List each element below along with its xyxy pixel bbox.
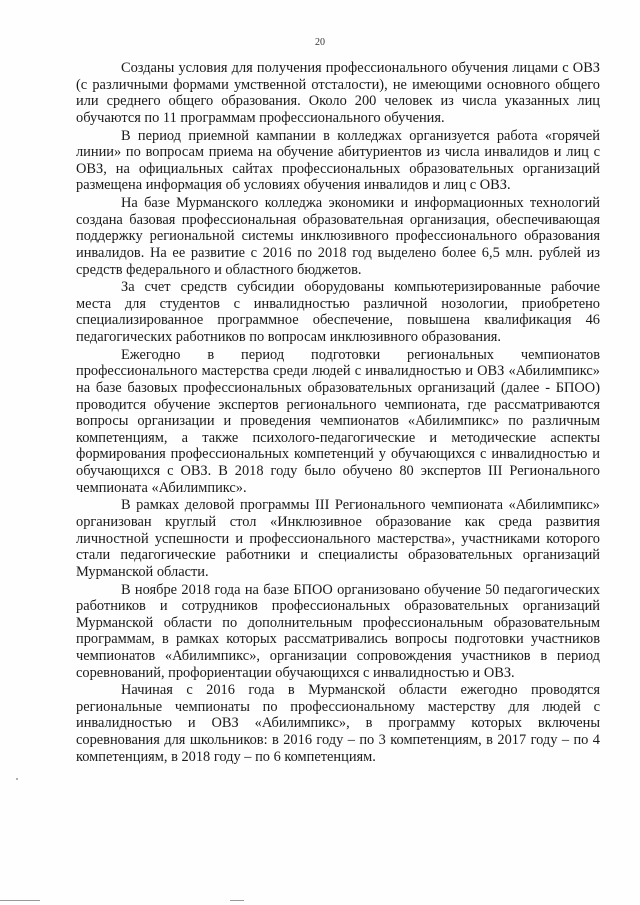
scan-artifact-line — [230, 900, 244, 901]
paragraph-subsidy-equipment: За счет средств субсидии оборудованы компьютеризированные рабочие места для студентов с инвалидностью различной нозологии, приобретено специализированное программное обеспечение, повышена квалификация 46 педагогических работников по вопросам инклюзивного образования. — [76, 279, 600, 346]
page-number: 20 — [315, 37, 325, 48]
paragraph-round-table: В рамках деловой программы III Регионального чемпионата «Абилимпикс» организован круглый стол «Инклюзивное образование как среда развития личностной успешности и профессионального мастерства», участниками которого стали педагогические работники и специалисты образовательных организаций Мурманской области. — [76, 497, 600, 580]
document-body — [76, 60, 600, 766]
paragraph-november-training: В ноябре 2018 года на базе БПОО организовано обучение 50 педагогических работников и сотрудников профессиональных образовательных организаций Мурманской области по дополнительным профессиональным образовательным программам, в рамках которых рассматривались вопросы подготовки участников чемпионатов «Абилимпикс», организации сопровождения участников в период соревнований, профориентации обучающихся с инвалидностью и ОВЗ. — [76, 581, 600, 681]
paragraph-base-organization: На базе Мурманского колледжа экономики и информационных технологий создана базовая профессиональная образовательная организация, обеспечивающая поддержку региональной системы инклюзивного профессионального образования инвалидов. На ее развитие с 2016 по 2018 год выделено более 6,5 млн. рублей из средств федерального и областного бюджетов. — [76, 195, 600, 278]
scan-artifact-dot — [16, 778, 18, 780]
scan-artifact-edge — [0, 900, 40, 901]
paragraph-expert-training: Ежегодно в период подготовки региональных чемпионатов профессионального мастерства среди людей с инвалидностью и ОВЗ «Абилимпикс» на базе базовых профессиональных образовательных организаций (далее - БПОО) проводится обучение экспертов регионального чемпионата, где рассматриваются вопросы организации и проведения чемпионатов «Абилимпикс» по различным компетенциям, а также психолого-педагогические и методические аспекты формирования профессиональных компетенций у обучающихся с инвалидностью и обучающихся с ОВЗ. В 2018 году было обучено 80 экспертов III Регионального чемпионата «Абилимпикс». — [76, 346, 600, 496]
paragraph-hotline: В период приемной кампании в колледжах организуется работа «горячей линии» по вопросам приема на обучение абитуриентов из числа инвалидов и лиц с ОВЗ, на официальных сайтах профессиональных образовательных организаций размещена информация об условиях обучения инвалидов и лиц с ОВЗ. — [76, 127, 600, 194]
paragraph-vocational-training-conditions: Созданы условия для получения профессионального обучения лицами с ОВЗ (с различными формами умственной отсталости), не имеющими основного общего или среднего общего образования. Около 200 человек из числа указанных лиц обучаются по 11 программам профессионального обучения. — [76, 60, 600, 126]
paragraph-championships: Начиная с 2016 года в Мурманской области ежегодно проводятся региональные чемпионаты по профессиональному мастерству для людей с инвалидностью и ОВЗ «Абилимпикс», в программу которых включены соревнования для школьников: в 2016 году – по 3 компетенциям, в 2017 году – по 4 компетенциям, в 2018 году – по 6 компетенциям. — [76, 682, 600, 765]
